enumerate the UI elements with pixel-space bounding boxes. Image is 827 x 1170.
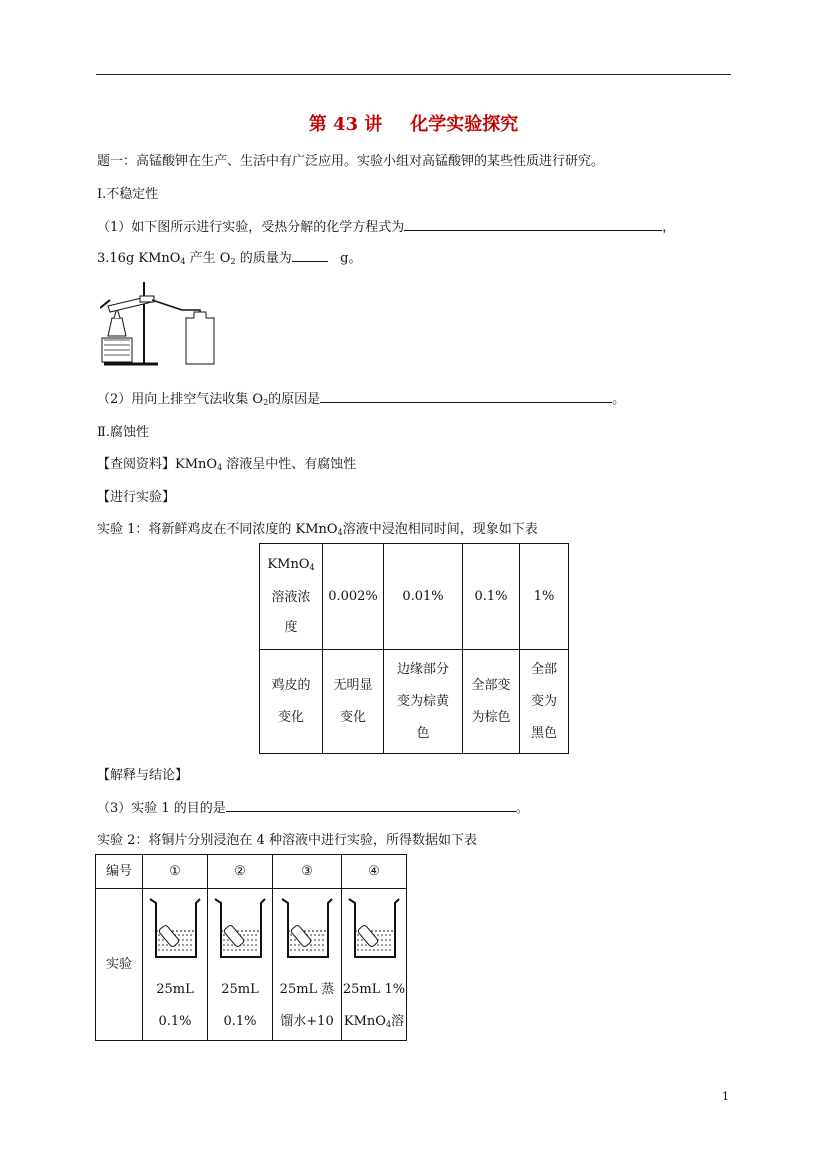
beaker-icon — [148, 895, 202, 961]
question-1a: （1）如下图所示进行实验，受热分解的化学方程式为 ， — [97, 220, 676, 235]
table-cell: 0.002% — [323, 544, 384, 650]
table-row — [260, 544, 569, 650]
experiment-2-text: 实验 2：将铜片分别浸泡在 4 种溶液中进行实验，所得数据如下表 — [97, 833, 477, 848]
section-instability: Ⅰ.不稳定性 — [97, 187, 159, 202]
answer-blank[interactable] — [320, 390, 612, 403]
table-cell: 25mL 0.1% — [143, 889, 208, 1041]
answer-blank[interactable] — [404, 218, 662, 231]
experiment-1-table — [259, 543, 569, 754]
table-row — [260, 650, 569, 754]
page-title — [0, 110, 827, 136]
table-cell: 1% — [520, 544, 569, 650]
lecture-number: 第 43 讲 — [308, 114, 383, 135]
table-header-cell: 编号 — [96, 855, 143, 889]
page-number: 1 — [722, 1090, 729, 1103]
table-cell: 边缘部分 变为棕黄 色 — [384, 650, 463, 754]
table-header-cell: KMnO$_4$ 溶液浓 度 — [260, 544, 323, 650]
table-cell: 25mL 1% KMnO$_4$溶 — [342, 889, 407, 1041]
lecture-topic: 化学实验探究 — [410, 114, 519, 135]
table-header-cell: ② — [208, 855, 273, 889]
answer-blank[interactable] — [292, 249, 328, 262]
table-row — [96, 855, 407, 889]
experiment-2-table — [95, 854, 407, 1041]
table-row — [96, 889, 407, 1041]
table-header-cell: ① — [143, 855, 208, 889]
table-header-cell: ④ — [342, 855, 407, 889]
table-header-cell: 鸡皮的 变化 — [260, 650, 323, 754]
question-3: （3）实验 1 的目的是 。 — [97, 801, 529, 816]
experiment-1-text: 实验 1：将新鲜鸡皮在不同浓度的 KMnO$_4$溶液中浸泡相同时间，现象如下表 — [97, 522, 538, 537]
section-corrosion: Ⅱ.腐蚀性 — [97, 425, 149, 440]
reference-info: 【查阅资料】KMnO$_4$ 溶液呈中性、有腐蚀性 — [97, 457, 357, 472]
table-cell: 无明显 变化 — [323, 650, 384, 754]
question-2: （2）用向上排空气法收集 $O_2$的原因是 。 — [97, 392, 626, 407]
question-intro: 题一：高锰酸钾在生产、生活中有广泛应用。实验小组对高锰酸钾的某些性质进行研究。 — [97, 154, 605, 169]
table-cell: 25mL 0.1% — [208, 889, 273, 1041]
answer-blank[interactable] — [226, 799, 516, 812]
conclusion-heading: 【解释与结论】 — [97, 768, 189, 783]
beaker-icon — [280, 895, 334, 961]
question-1b: 3.16g KMnO$_4$ 产生 $O_2$ 的质量为 g。 — [97, 251, 362, 266]
table-cell: 25mL 蒸 馏水+10 — [273, 889, 342, 1041]
apparatus-illustration — [100, 278, 220, 368]
table-cell: 0.1% — [463, 544, 520, 650]
table-header-cell: 实验 — [96, 889, 143, 1041]
table-cell: 0.01% — [384, 544, 463, 650]
table-cell: 全部 变为 黑色 — [520, 650, 569, 754]
header-rule — [96, 74, 731, 75]
beaker-icon — [347, 895, 401, 961]
beaker-icon — [213, 895, 267, 961]
experiment-heading: 【进行实验】 — [97, 490, 176, 505]
table-cell: 全部变 为棕色 — [463, 650, 520, 754]
table-header-cell: ③ — [273, 855, 342, 889]
